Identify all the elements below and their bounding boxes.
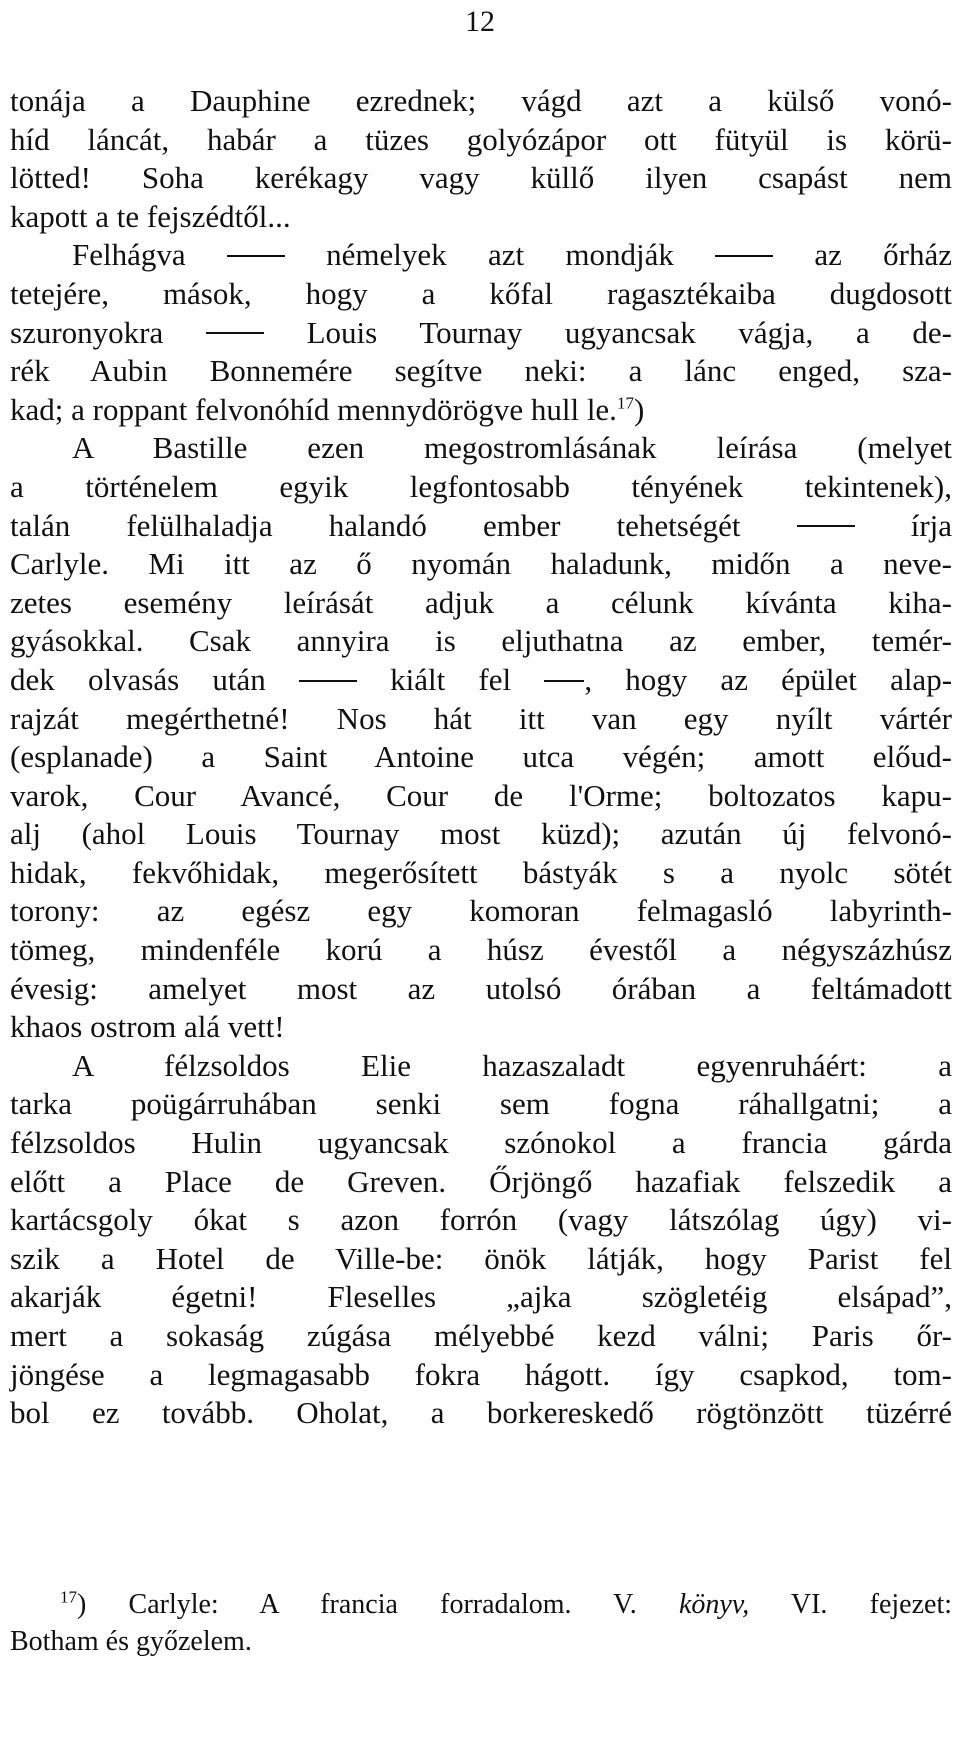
text-segment-italic: könyv, — [678, 1589, 750, 1620]
text-segment: Louis Tournay ugyancsak vágja, a de- — [306, 314, 952, 350]
text-line: (esplanade) a Saint Antoine utca végén; amott előud- — [10, 739, 952, 775]
footnote-ref: 17 — [616, 393, 634, 413]
text-segment: írja — [910, 507, 953, 543]
text-segment: az őrház — [814, 237, 952, 273]
em-dash — [206, 332, 264, 334]
text-line: mert a sokaság zúgása mélyebbé kezd válni; Paris őr- — [10, 1318, 952, 1353]
text-line: a történelem egyik legfontosabb tényének tekintenek), — [10, 468, 952, 504]
text-line: tetejére, mások, hogy a kőfal ragasztékaiba dugdosott — [10, 275, 952, 311]
text-line: akarják égetni! Fleselles „ajka szögletéig elsápad”, — [10, 1279, 952, 1315]
text-line: gyásokkal. Csak annyira is eljuthatna az ember, temér- — [10, 623, 952, 659]
text-segment: szuronyokra — [10, 314, 164, 350]
text-segment: némelyek azt mondják — [326, 237, 674, 273]
text-line: bol ez tovább. Oholat, a borkereskedő rögtönzött tüzérré — [10, 1395, 952, 1431]
text-line: híd láncát, habár a tüzes golyózápor ott fütyül is körü- — [10, 121, 952, 157]
text-segment: ) — [633, 391, 645, 427]
em-dash — [715, 255, 773, 257]
footnote-line: Botham és győzelem. — [10, 1626, 252, 1657]
em-dash — [544, 680, 584, 682]
text-line — [10, 507, 952, 546]
text-segment: Carlyle: A francia forradalom. V. — [128, 1589, 637, 1620]
text-segment: talán felülhaladja halandó ember tehetségét — [10, 507, 741, 543]
footnote — [10, 1586, 952, 1660]
text-line: lötted! Soha kerékagy vagy küllő ilyen csapást nem — [10, 160, 952, 196]
body-text — [10, 82, 952, 1433]
em-dash — [227, 255, 285, 257]
text-line: zetes esemény leírását adjuk a célunk kívánta kiha- — [10, 584, 952, 620]
text-line: khaos ostrom alá vett! — [10, 1009, 285, 1045]
text-line — [10, 391, 952, 430]
text-line: A Bastille ezen megostromlásának leírása (melyet — [72, 430, 952, 466]
text-line: A félzsoldos Elie hazaszaladt egyenruháért: a — [72, 1047, 952, 1083]
text-line: rék Aubin Bonnemére segítve neki: a lánc enged, sza- — [10, 353, 952, 389]
text-line: jöngése a legmagasabb fokra hágott. így csapkod, tom- — [10, 1356, 952, 1392]
text-segment: ) — [77, 1589, 87, 1620]
page-number: 12 — [465, 5, 495, 38]
text-line: kapott a te fejszédtől... — [10, 198, 291, 234]
text-line: varok, Cour Avancé, Cour de l'Orme; boltozatos kapu- — [10, 777, 952, 813]
footnote-line — [10, 1586, 952, 1623]
text-line: félzsoldos Hulin ugyancsak szónokol a francia gárda — [10, 1125, 952, 1161]
text-line: tarka poügárruhában senki sem fogna ráhallgatni; a — [10, 1086, 952, 1122]
text-line: szik a Hotel de Ville-be: önök látják, hogy Parist fel — [10, 1240, 952, 1276]
text-line — [10, 314, 952, 353]
em-dash — [299, 680, 357, 682]
footnote-marker: 17 — [60, 1587, 77, 1607]
text-line — [10, 236, 952, 275]
text-segment: VI. fejezet: — [790, 1589, 952, 1620]
text-segment: Felhágva — [72, 237, 186, 273]
text-segment: , hogy az épület alap- — [584, 661, 953, 697]
text-line: hidak, fekvőhidak, megerősített bástyák s a nyolc sötét — [10, 854, 952, 890]
text-segment: dek olvasás után — [10, 661, 266, 697]
text-line: kartácsgoly ókat s azon forrón (vagy látszólag úgy) vi- — [10, 1202, 952, 1238]
text-segment: kiált fel — [390, 661, 512, 697]
text-line: évesig: amelyet most az utolsó órában a feltámadott — [10, 970, 952, 1006]
text-line: Carlyle. Mi itt az ő nyomán haladunk, midőn a neve- — [10, 546, 952, 582]
text-segment: kad; a roppant felvonóhíd mennydörögve hull le. — [10, 391, 617, 427]
em-dash — [797, 525, 855, 527]
text-line — [10, 661, 952, 700]
text-line: tonája a Dauphine ezrednek; vágd azt a külső vonó- — [10, 83, 952, 118]
text-line: előtt a Place de Greven. Őrjöngő hazafiak felszedik a — [10, 1163, 952, 1199]
text-line: alj (ahol Louis Tournay most küzd); azután új felvonó- — [10, 816, 952, 852]
text-line: rajzát megérthetné! Nos hát itt van egy nyílt vártér — [10, 700, 952, 736]
text-line: tömeg, mindenféle korú a húsz évestől a négyszázhúsz — [10, 932, 952, 968]
text-line: torony: az egész egy komoran felmagasló labyrinth- — [10, 893, 952, 929]
